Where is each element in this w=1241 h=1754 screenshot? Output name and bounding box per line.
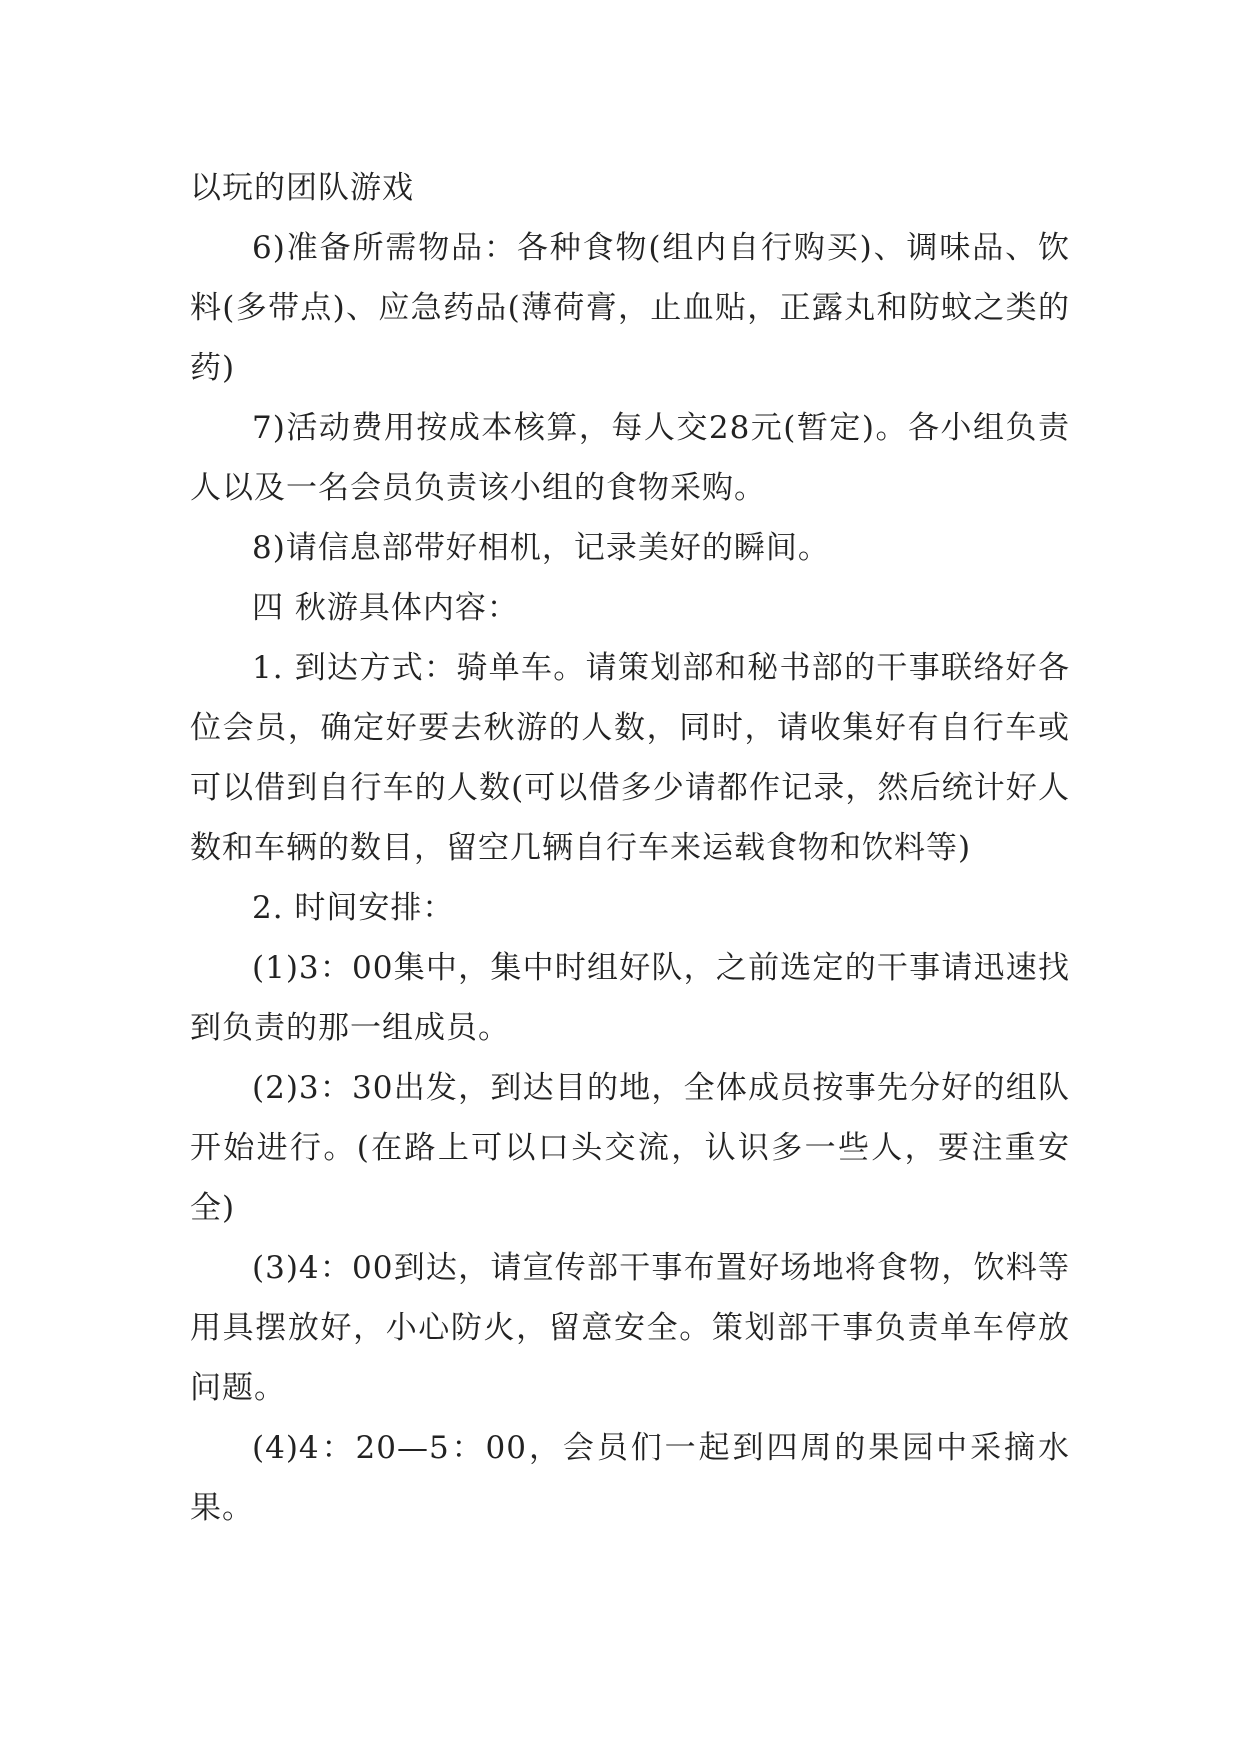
paragraph-item-8-camera: 8)请信息部带好相机，记录美好的瞬间。 xyxy=(252,530,830,566)
paragraph-transport: 1. 到达方式：骑单车。请策划部和秘书部的干事联络好各位会员，确定好要去秋游的人数，同时，请收集好有自行车或可以借到自行车的人数(可以借多少请都作记录，然后统计好人数和车辆的数目，留空几辆自行车来运载食物和饮料等) xyxy=(190,650,1070,866)
paragraph-schedule-heading: 2. 时间安排： xyxy=(252,890,455,926)
paragraph-continuation: 以玩的团队游戏 xyxy=(190,170,414,206)
paragraph-schedule-3: (3)4：00到达，请宣传部干事布置好场地将食物，饮料等用具摆放好，小心防火，留意安全。策划部干事负责单车停放问题。 xyxy=(190,1250,1070,1406)
paragraph-schedule-1: (1)3：00集中，集中时组好队，之前选定的干事请迅速找到负责的那一组成员。 xyxy=(190,950,1070,1046)
paragraph-schedule-2: (2)3：30出发，到达目的地，全体成员按事先分好的组队开始进行。(在路上可以口头交流，认识多一些人，要注重安全) xyxy=(190,1070,1070,1226)
paragraph-item-7-fees: 7)活动费用按成本核算，每人交28元(暂定)。各小组负责人以及一名会员负责该小组的食物采购。 xyxy=(190,410,1070,506)
paragraph-item-6-supplies: 6)准备所需物品：各种食物(组内自行购买)、调味品、饮料(多带点)、应急药品(薄荷膏，止血贴，正露丸和防蚊之类的药) xyxy=(190,230,1070,386)
document-body xyxy=(190,158,1070,1538)
paragraph-schedule-4: (4)4：20—5：00，会员们一起到四周的果园中采摘水果。 xyxy=(190,1430,1070,1526)
section-heading-four: 四 秋游具体内容： xyxy=(252,590,519,626)
